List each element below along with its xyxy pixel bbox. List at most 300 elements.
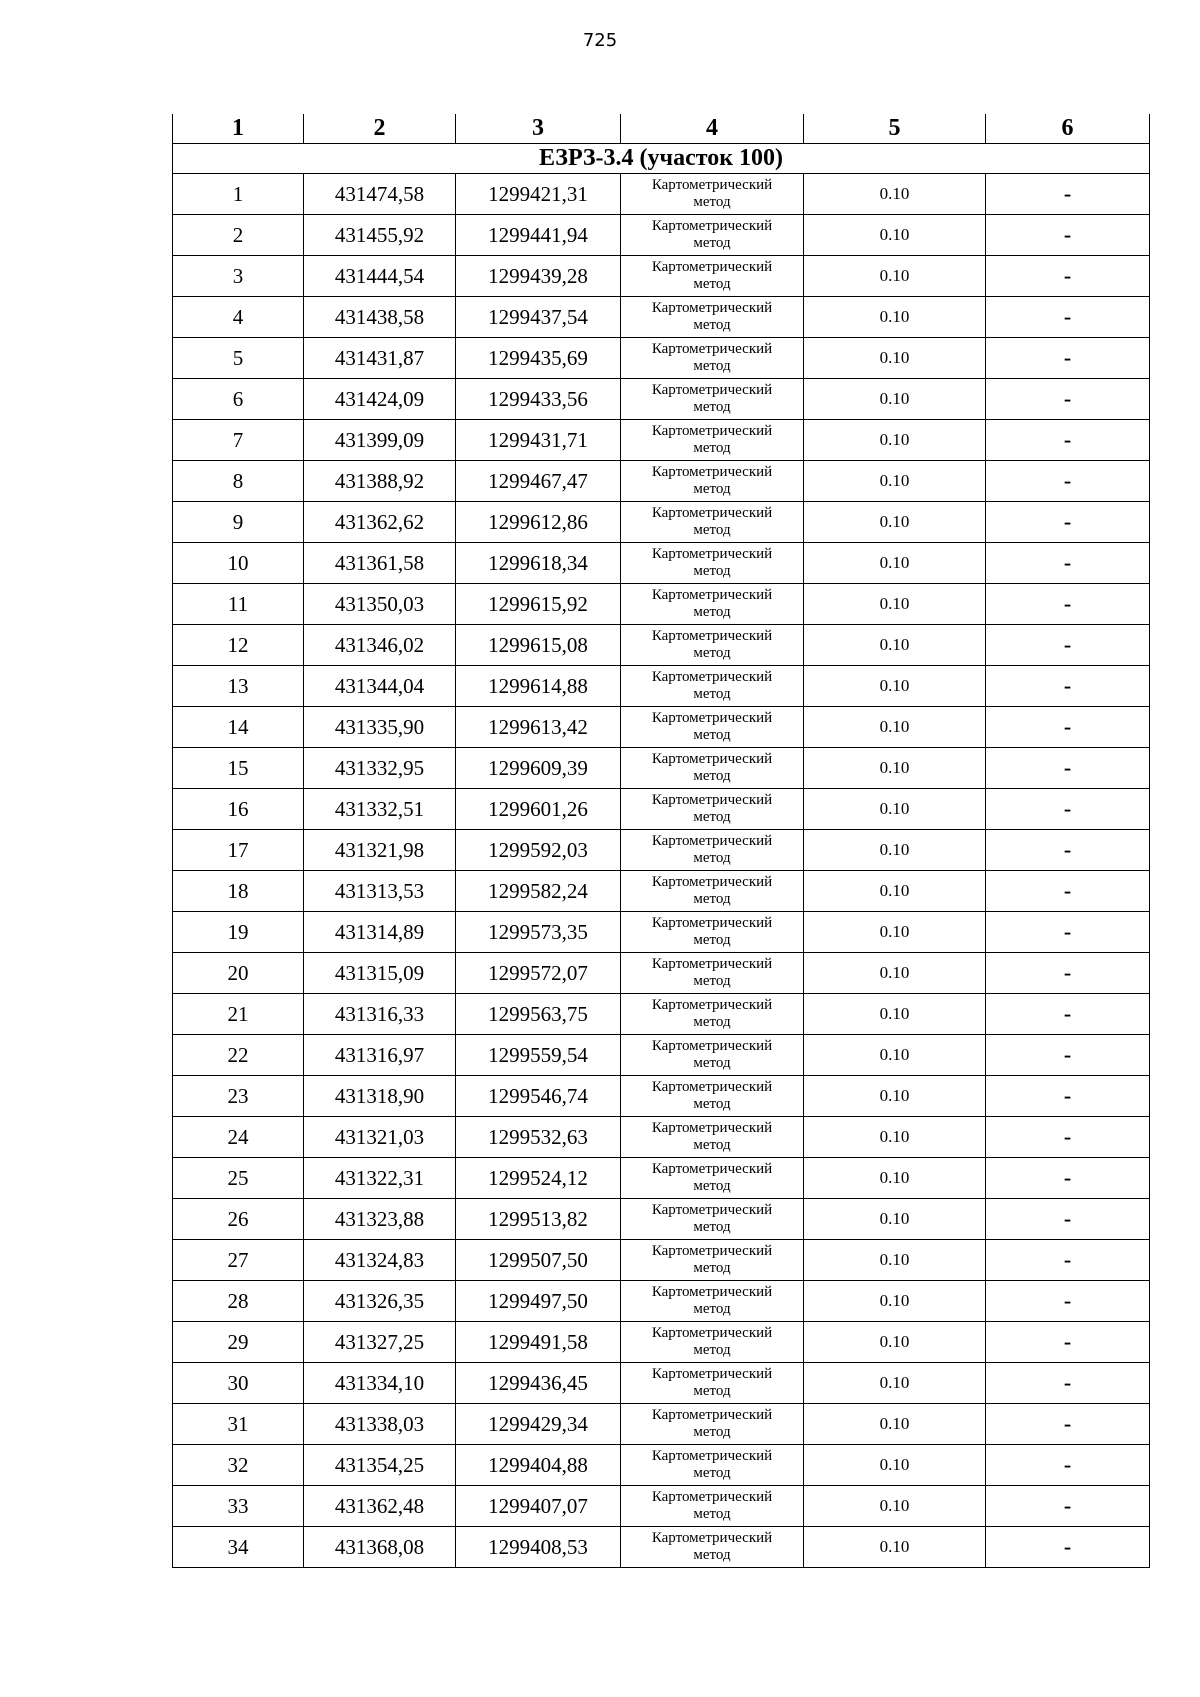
- method-label-line2: метод: [693, 768, 731, 784]
- method-label-line1: Картометрический: [651, 1202, 773, 1218]
- table-row: [173, 707, 1150, 748]
- y-coordinate-cell: 1299563,75: [456, 994, 621, 1035]
- point-number-cell: 20: [173, 953, 304, 994]
- accuracy-cell: 0.10: [804, 584, 986, 625]
- note-cell: -: [986, 215, 1150, 256]
- x-coordinate-cell: 431350,03: [304, 584, 456, 625]
- method-label-line1: Картометрический: [651, 1161, 773, 1177]
- accuracy-cell: 0.10: [804, 1158, 986, 1199]
- method-label-line1: Картометрический: [651, 915, 773, 931]
- accuracy-cell: 0.10: [804, 830, 986, 871]
- note-cell: -: [986, 1076, 1150, 1117]
- method-label-line1: Картометрический: [651, 1489, 773, 1505]
- note-cell: -: [986, 871, 1150, 912]
- x-coordinate-cell: 431323,88: [304, 1199, 456, 1240]
- method-label-line2: метод: [693, 1055, 731, 1071]
- method-cell: [621, 543, 804, 584]
- point-number-cell: 18: [173, 871, 304, 912]
- x-coordinate-cell: 431399,09: [304, 420, 456, 461]
- method-label-line2: метод: [693, 1547, 731, 1563]
- method-label-line2: метод: [693, 235, 731, 251]
- point-number-cell: 22: [173, 1035, 304, 1076]
- y-coordinate-cell: 1299614,88: [456, 666, 621, 707]
- table-row: [173, 789, 1150, 830]
- note-cell: -: [986, 461, 1150, 502]
- table-body: [173, 114, 1150, 1568]
- accuracy-cell: 0.10: [804, 1076, 986, 1117]
- point-number-cell: 29: [173, 1322, 304, 1363]
- y-coordinate-cell: 1299524,12: [456, 1158, 621, 1199]
- method-cell: [621, 1363, 804, 1404]
- method-label-line2: метод: [693, 1465, 731, 1481]
- column-header-4: 4: [621, 114, 804, 144]
- method-label-line1: Картометрический: [651, 628, 773, 644]
- y-coordinate-cell: 1299615,92: [456, 584, 621, 625]
- section-title: ЕЗРЗ-3.4 (участок 100): [173, 144, 1150, 174]
- accuracy-cell: 0.10: [804, 912, 986, 953]
- x-coordinate-cell: 431315,09: [304, 953, 456, 994]
- method-cell: [621, 1527, 804, 1568]
- method-cell: [621, 1445, 804, 1486]
- point-number-cell: 25: [173, 1158, 304, 1199]
- method-label-line1: Картометрический: [651, 505, 773, 521]
- method-label-line2: метод: [693, 1424, 731, 1440]
- point-number-cell: 16: [173, 789, 304, 830]
- point-number-cell: 17: [173, 830, 304, 871]
- point-number-cell: 24: [173, 1117, 304, 1158]
- accuracy-cell: 0.10: [804, 543, 986, 584]
- method-cell: [621, 748, 804, 789]
- method-label-line2: метод: [693, 1301, 731, 1317]
- method-label-line2: метод: [693, 563, 731, 579]
- note-cell: -: [986, 666, 1150, 707]
- method-cell: [621, 707, 804, 748]
- x-coordinate-cell: 431455,92: [304, 215, 456, 256]
- accuracy-cell: 0.10: [804, 256, 986, 297]
- accuracy-cell: 0.10: [804, 1281, 986, 1322]
- method-label-line2: метод: [693, 276, 731, 292]
- method-label-line1: Картометрический: [651, 546, 773, 562]
- method-cell: [621, 871, 804, 912]
- accuracy-cell: 0.10: [804, 625, 986, 666]
- method-cell: [621, 789, 804, 830]
- method-label-line1: Картометрический: [651, 997, 773, 1013]
- method-cell: [621, 1158, 804, 1199]
- method-cell: [621, 1281, 804, 1322]
- point-number-cell: 27: [173, 1240, 304, 1281]
- point-number-cell: 7: [173, 420, 304, 461]
- accuracy-cell: 0.10: [804, 379, 986, 420]
- y-coordinate-cell: 1299612,86: [456, 502, 621, 543]
- accuracy-cell: 0.10: [804, 1527, 986, 1568]
- method-label-line2: метод: [693, 1096, 731, 1112]
- point-number-cell: 6: [173, 379, 304, 420]
- table-row: [173, 666, 1150, 707]
- table-row: [173, 256, 1150, 297]
- point-number-cell: 10: [173, 543, 304, 584]
- method-cell: [621, 1076, 804, 1117]
- note-cell: -: [986, 584, 1150, 625]
- table-row: [173, 953, 1150, 994]
- method-cell: [621, 174, 804, 215]
- method-label-line2: метод: [693, 399, 731, 415]
- method-label-line1: Картометрический: [651, 1079, 773, 1095]
- method-label-line2: метод: [693, 604, 731, 620]
- table-row: [173, 1240, 1150, 1281]
- x-coordinate-cell: 431431,87: [304, 338, 456, 379]
- accuracy-cell: 0.10: [804, 297, 986, 338]
- x-coordinate-cell: 431362,62: [304, 502, 456, 543]
- note-cell: -: [986, 1363, 1150, 1404]
- point-number-cell: 5: [173, 338, 304, 379]
- x-coordinate-cell: 431346,02: [304, 625, 456, 666]
- method-label-line2: метод: [693, 358, 731, 374]
- note-cell: -: [986, 912, 1150, 953]
- y-coordinate-cell: 1299421,31: [456, 174, 621, 215]
- y-coordinate-cell: 1299615,08: [456, 625, 621, 666]
- note-cell: -: [986, 543, 1150, 584]
- note-cell: -: [986, 953, 1150, 994]
- y-coordinate-cell: 1299513,82: [456, 1199, 621, 1240]
- method-label-line1: Картометрический: [651, 1120, 773, 1136]
- method-cell: [621, 502, 804, 543]
- method-label-line2: метод: [693, 1219, 731, 1235]
- table-row: [173, 625, 1150, 666]
- note-cell: -: [986, 707, 1150, 748]
- method-label-line2: метод: [693, 973, 731, 989]
- method-label-line2: метод: [693, 850, 731, 866]
- table-row: [173, 748, 1150, 789]
- note-cell: -: [986, 1035, 1150, 1076]
- x-coordinate-cell: 431324,83: [304, 1240, 456, 1281]
- method-label-line2: метод: [693, 686, 731, 702]
- point-number-cell: 1: [173, 174, 304, 215]
- y-coordinate-cell: 1299439,28: [456, 256, 621, 297]
- note-cell: -: [986, 502, 1150, 543]
- method-label-line2: метод: [693, 481, 731, 497]
- method-label-line1: Картометрический: [651, 382, 773, 398]
- accuracy-cell: 0.10: [804, 666, 986, 707]
- method-cell: [621, 1199, 804, 1240]
- y-coordinate-cell: 1299429,34: [456, 1404, 621, 1445]
- column-header-3: 3: [456, 114, 621, 144]
- x-coordinate-cell: 431321,03: [304, 1117, 456, 1158]
- x-coordinate-cell: 431332,95: [304, 748, 456, 789]
- point-number-cell: 13: [173, 666, 304, 707]
- method-label-line2: метод: [693, 1383, 731, 1399]
- accuracy-cell: 0.10: [804, 1240, 986, 1281]
- method-label-line1: Картометрический: [651, 341, 773, 357]
- table-row: [173, 420, 1150, 461]
- table-row: [173, 502, 1150, 543]
- y-coordinate-cell: 1299435,69: [456, 338, 621, 379]
- point-number-cell: 14: [173, 707, 304, 748]
- accuracy-cell: 0.10: [804, 338, 986, 379]
- y-coordinate-cell: 1299408,53: [456, 1527, 621, 1568]
- table-row: [173, 1158, 1150, 1199]
- table-row: [173, 1445, 1150, 1486]
- table-row: [173, 1527, 1150, 1568]
- method-label-line1: Картометрический: [651, 177, 773, 193]
- method-label-line1: Картометрический: [651, 218, 773, 234]
- point-number-cell: 19: [173, 912, 304, 953]
- x-coordinate-cell: 431313,53: [304, 871, 456, 912]
- table-row: [173, 1322, 1150, 1363]
- method-label-line1: Картометрический: [651, 669, 773, 685]
- y-coordinate-cell: 1299433,56: [456, 379, 621, 420]
- column-header-2: 2: [304, 114, 456, 144]
- note-cell: -: [986, 1158, 1150, 1199]
- point-number-cell: 34: [173, 1527, 304, 1568]
- method-label-line1: Картометрический: [651, 1366, 773, 1382]
- method-label-line1: Картометрический: [651, 1284, 773, 1300]
- column-header-6: 6: [986, 114, 1150, 144]
- method-cell: [621, 1404, 804, 1445]
- accuracy-cell: 0.10: [804, 994, 986, 1035]
- x-coordinate-cell: 431424,09: [304, 379, 456, 420]
- accuracy-cell: 0.10: [804, 1199, 986, 1240]
- y-coordinate-cell: 1299441,94: [456, 215, 621, 256]
- point-number-cell: 26: [173, 1199, 304, 1240]
- x-coordinate-cell: 431334,10: [304, 1363, 456, 1404]
- y-coordinate-cell: 1299437,54: [456, 297, 621, 338]
- note-cell: -: [986, 994, 1150, 1035]
- note-cell: -: [986, 297, 1150, 338]
- accuracy-cell: 0.10: [804, 420, 986, 461]
- note-cell: -: [986, 789, 1150, 830]
- point-number-cell: 4: [173, 297, 304, 338]
- y-coordinate-cell: 1299491,58: [456, 1322, 621, 1363]
- point-number-cell: 23: [173, 1076, 304, 1117]
- y-coordinate-cell: 1299613,42: [456, 707, 621, 748]
- table-row: [173, 584, 1150, 625]
- method-label-line1: Картометрический: [651, 710, 773, 726]
- method-label-line2: метод: [693, 727, 731, 743]
- method-cell: [621, 625, 804, 666]
- table-row: [173, 1363, 1150, 1404]
- accuracy-cell: 0.10: [804, 1445, 986, 1486]
- y-coordinate-cell: 1299404,88: [456, 1445, 621, 1486]
- method-label-line2: метод: [693, 1014, 731, 1030]
- y-coordinate-cell: 1299436,45: [456, 1363, 621, 1404]
- method-cell: [621, 297, 804, 338]
- method-label-line1: Картометрический: [651, 1243, 773, 1259]
- y-coordinate-cell: 1299601,26: [456, 789, 621, 830]
- method-label-line2: метод: [693, 1137, 731, 1153]
- x-coordinate-cell: 431368,08: [304, 1527, 456, 1568]
- section-title-row: [173, 144, 1150, 174]
- accuracy-cell: 0.10: [804, 953, 986, 994]
- accuracy-cell: 0.10: [804, 1117, 986, 1158]
- table-row: [173, 1035, 1150, 1076]
- note-cell: -: [986, 1240, 1150, 1281]
- y-coordinate-cell: 1299573,35: [456, 912, 621, 953]
- x-coordinate-cell: 431322,31: [304, 1158, 456, 1199]
- x-coordinate-cell: 431362,48: [304, 1486, 456, 1527]
- table-row: [173, 297, 1150, 338]
- y-coordinate-cell: 1299532,63: [456, 1117, 621, 1158]
- method-label-line2: метод: [693, 645, 731, 661]
- method-label-line1: Картометрический: [651, 259, 773, 275]
- y-coordinate-cell: 1299407,07: [456, 1486, 621, 1527]
- note-cell: -: [986, 338, 1150, 379]
- table-row: [173, 1076, 1150, 1117]
- table-row: [173, 461, 1150, 502]
- table-row: [173, 994, 1150, 1035]
- method-cell: [621, 215, 804, 256]
- x-coordinate-cell: 431321,98: [304, 830, 456, 871]
- point-number-cell: 2: [173, 215, 304, 256]
- y-coordinate-cell: 1299467,47: [456, 461, 621, 502]
- y-coordinate-cell: 1299609,39: [456, 748, 621, 789]
- method-cell: [621, 1322, 804, 1363]
- method-label-line2: метод: [693, 1178, 731, 1194]
- method-label-line1: Картометрический: [651, 464, 773, 480]
- x-coordinate-cell: 431327,25: [304, 1322, 456, 1363]
- note-cell: -: [986, 1199, 1150, 1240]
- note-cell: -: [986, 830, 1150, 871]
- method-cell: [621, 461, 804, 502]
- method-cell: [621, 1240, 804, 1281]
- note-cell: -: [986, 1445, 1150, 1486]
- accuracy-cell: 0.10: [804, 707, 986, 748]
- table-row: [173, 338, 1150, 379]
- note-cell: -: [986, 1281, 1150, 1322]
- table-row: [173, 871, 1150, 912]
- x-coordinate-cell: 431338,03: [304, 1404, 456, 1445]
- point-number-cell: 8: [173, 461, 304, 502]
- y-coordinate-cell: 1299546,74: [456, 1076, 621, 1117]
- y-coordinate-cell: 1299618,34: [456, 543, 621, 584]
- point-number-cell: 21: [173, 994, 304, 1035]
- method-label-line1: Картометрический: [651, 874, 773, 890]
- table-row: [173, 1281, 1150, 1322]
- note-cell: -: [986, 1117, 1150, 1158]
- method-cell: [621, 912, 804, 953]
- method-label-line2: метод: [693, 194, 731, 210]
- note-cell: -: [986, 1486, 1150, 1527]
- y-coordinate-cell: 1299431,71: [456, 420, 621, 461]
- point-number-cell: 28: [173, 1281, 304, 1322]
- note-cell: -: [986, 174, 1150, 215]
- method-cell: [621, 1035, 804, 1076]
- table-row: [173, 174, 1150, 215]
- note-cell: -: [986, 379, 1150, 420]
- table-row: [173, 830, 1150, 871]
- method-cell: [621, 584, 804, 625]
- method-cell: [621, 379, 804, 420]
- y-coordinate-cell: 1299592,03: [456, 830, 621, 871]
- point-number-cell: 11: [173, 584, 304, 625]
- x-coordinate-cell: 431354,25: [304, 1445, 456, 1486]
- x-coordinate-cell: 431361,58: [304, 543, 456, 584]
- accuracy-cell: 0.10: [804, 789, 986, 830]
- method-label-line1: Картометрический: [651, 792, 773, 808]
- x-coordinate-cell: 431332,51: [304, 789, 456, 830]
- method-label-line1: Картометрический: [651, 1407, 773, 1423]
- method-cell: [621, 256, 804, 297]
- x-coordinate-cell: 431444,54: [304, 256, 456, 297]
- point-number-cell: 3: [173, 256, 304, 297]
- method-label-line2: метод: [693, 522, 731, 538]
- method-cell: [621, 1486, 804, 1527]
- method-label-line2: метод: [693, 809, 731, 825]
- note-cell: -: [986, 1527, 1150, 1568]
- method-label-line2: метод: [693, 317, 731, 333]
- method-label-line1: Картометрический: [651, 300, 773, 316]
- y-coordinate-cell: 1299582,24: [456, 871, 621, 912]
- column-header-5: 5: [804, 114, 986, 144]
- method-cell: [621, 953, 804, 994]
- method-label-line1: Картометрический: [651, 587, 773, 603]
- point-number-cell: 32: [173, 1445, 304, 1486]
- method-label-line2: метод: [693, 932, 731, 948]
- table-row: [173, 215, 1150, 256]
- y-coordinate-cell: 1299572,07: [456, 953, 621, 994]
- column-header-1: 1: [173, 114, 304, 144]
- method-label-line2: метод: [693, 1342, 731, 1358]
- accuracy-cell: 0.10: [804, 1322, 986, 1363]
- method-label-line1: Картометрический: [651, 1038, 773, 1054]
- y-coordinate-cell: 1299559,54: [456, 1035, 621, 1076]
- method-label-line1: Картометрический: [651, 833, 773, 849]
- y-coordinate-cell: 1299507,50: [456, 1240, 621, 1281]
- accuracy-cell: 0.10: [804, 1035, 986, 1076]
- method-label-line1: Картометрический: [651, 751, 773, 767]
- x-coordinate-cell: 431314,89: [304, 912, 456, 953]
- x-coordinate-cell: 431474,58: [304, 174, 456, 215]
- x-coordinate-cell: 431438,58: [304, 297, 456, 338]
- method-label-line2: метод: [693, 1260, 731, 1276]
- x-coordinate-cell: 431318,90: [304, 1076, 456, 1117]
- method-cell: [621, 830, 804, 871]
- accuracy-cell: 0.10: [804, 215, 986, 256]
- note-cell: -: [986, 748, 1150, 789]
- accuracy-cell: 0.10: [804, 461, 986, 502]
- x-coordinate-cell: 431335,90: [304, 707, 456, 748]
- accuracy-cell: 0.10: [804, 748, 986, 789]
- method-label-line2: метод: [693, 1506, 731, 1522]
- point-number-cell: 30: [173, 1363, 304, 1404]
- accuracy-cell: 0.10: [804, 1363, 986, 1404]
- method-cell: [621, 994, 804, 1035]
- note-cell: -: [986, 1404, 1150, 1445]
- method-cell: [621, 666, 804, 707]
- point-number-cell: 12: [173, 625, 304, 666]
- coordinates-table: [172, 114, 1150, 1568]
- table-row: [173, 379, 1150, 420]
- note-cell: -: [986, 420, 1150, 461]
- x-coordinate-cell: 431316,97: [304, 1035, 456, 1076]
- method-label-line1: Картометрический: [651, 1448, 773, 1464]
- table-row: [173, 912, 1150, 953]
- x-coordinate-cell: 431326,35: [304, 1281, 456, 1322]
- accuracy-cell: 0.10: [804, 502, 986, 543]
- accuracy-cell: 0.10: [804, 1404, 986, 1445]
- x-coordinate-cell: 431344,04: [304, 666, 456, 707]
- method-label-line1: Картометрический: [651, 956, 773, 972]
- point-number-cell: 31: [173, 1404, 304, 1445]
- table-row: [173, 1117, 1150, 1158]
- note-cell: -: [986, 625, 1150, 666]
- accuracy-cell: 0.10: [804, 174, 986, 215]
- page-number: 725: [582, 30, 618, 51]
- x-coordinate-cell: 431388,92: [304, 461, 456, 502]
- method-label-line2: метод: [693, 440, 731, 456]
- table-row: [173, 1404, 1150, 1445]
- method-cell: [621, 338, 804, 379]
- table-row: [173, 1486, 1150, 1527]
